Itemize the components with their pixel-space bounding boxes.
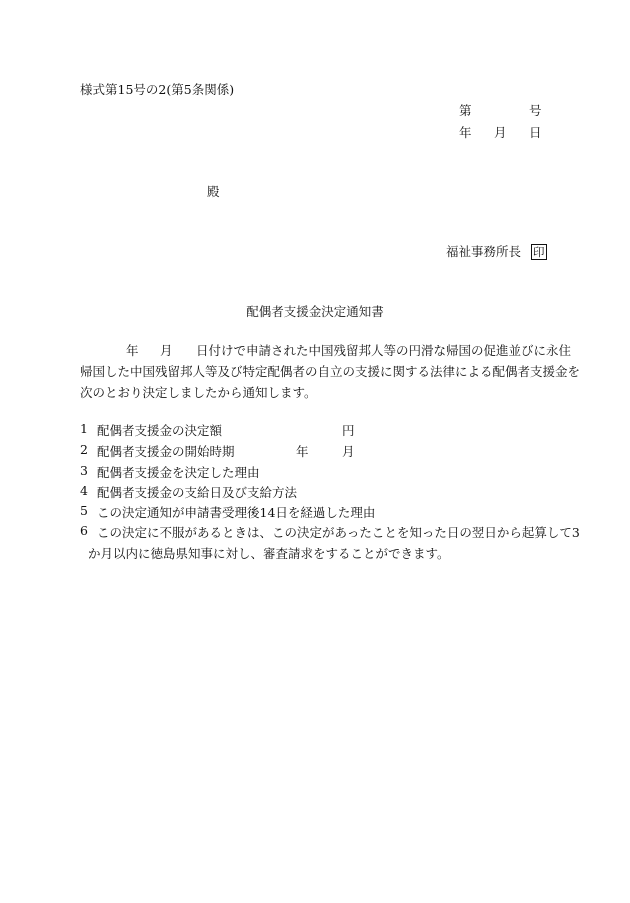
list-item-text: この決定通知が申請書受理後14日を経過した理由 <box>97 505 376 520</box>
list-item-number: 5 <box>80 503 88 518</box>
body-year-mark: 年 <box>126 343 139 358</box>
addressee-honorific: 殿 <box>207 184 220 199</box>
list-item-number: 1 <box>80 421 88 436</box>
list-item-text: 配偶者支援金の支給日及び支給方法 <box>97 485 298 500</box>
list-item-text: 配偶者支援金の開始時期 <box>97 444 235 459</box>
date-day-label: 日 <box>529 125 542 140</box>
list-item-number: 3 <box>80 463 88 478</box>
document-number-prefix: 第 <box>459 103 472 118</box>
form-number: 様式第15号の2(第5条関係) <box>80 82 235 97</box>
document-number-suffix: 号 <box>529 103 542 118</box>
issuer-title: 福祉事務所長 <box>446 244 522 259</box>
list-item-text: 配偶者支援金の決定額 <box>97 423 223 438</box>
seal-mark: 印 <box>533 245 545 259</box>
list-item-text: この決定に不服があるときは、この決定があったことを知った日の翌日から起算して3 <box>97 525 580 540</box>
list-item-number: 2 <box>80 442 88 457</box>
issuer <box>446 242 547 260</box>
list-item-continuation: か月以内に徳島県知事に対し、審査請求をすることができます。 <box>88 546 450 561</box>
body-line-1-text: 日付けで申請された中国残留邦人等の円滑な帰国の促進並びに永住 <box>196 343 572 358</box>
amount-unit-yen: 円 <box>342 423 355 438</box>
body-line-2: 帰国した中国残留邦人等及び特定配偶者の自立の支援に関する法律による配偶者支援金を <box>80 364 581 379</box>
list-item-number: 4 <box>80 483 88 498</box>
date-month-label: 月 <box>494 125 507 140</box>
list-item-number: 6 <box>80 523 88 538</box>
start-month-label: 月 <box>342 444 355 459</box>
body-line-3: 次のとおり決定しましたから通知します。 <box>80 385 317 400</box>
date-year-label: 年 <box>459 125 472 140</box>
start-year-label: 年 <box>296 444 309 459</box>
document-title: 配偶者支援金決定通知書 <box>246 304 384 319</box>
body-month-mark: 月 <box>160 343 173 358</box>
list-item-text: 配偶者支援金を決定した理由 <box>97 465 260 480</box>
